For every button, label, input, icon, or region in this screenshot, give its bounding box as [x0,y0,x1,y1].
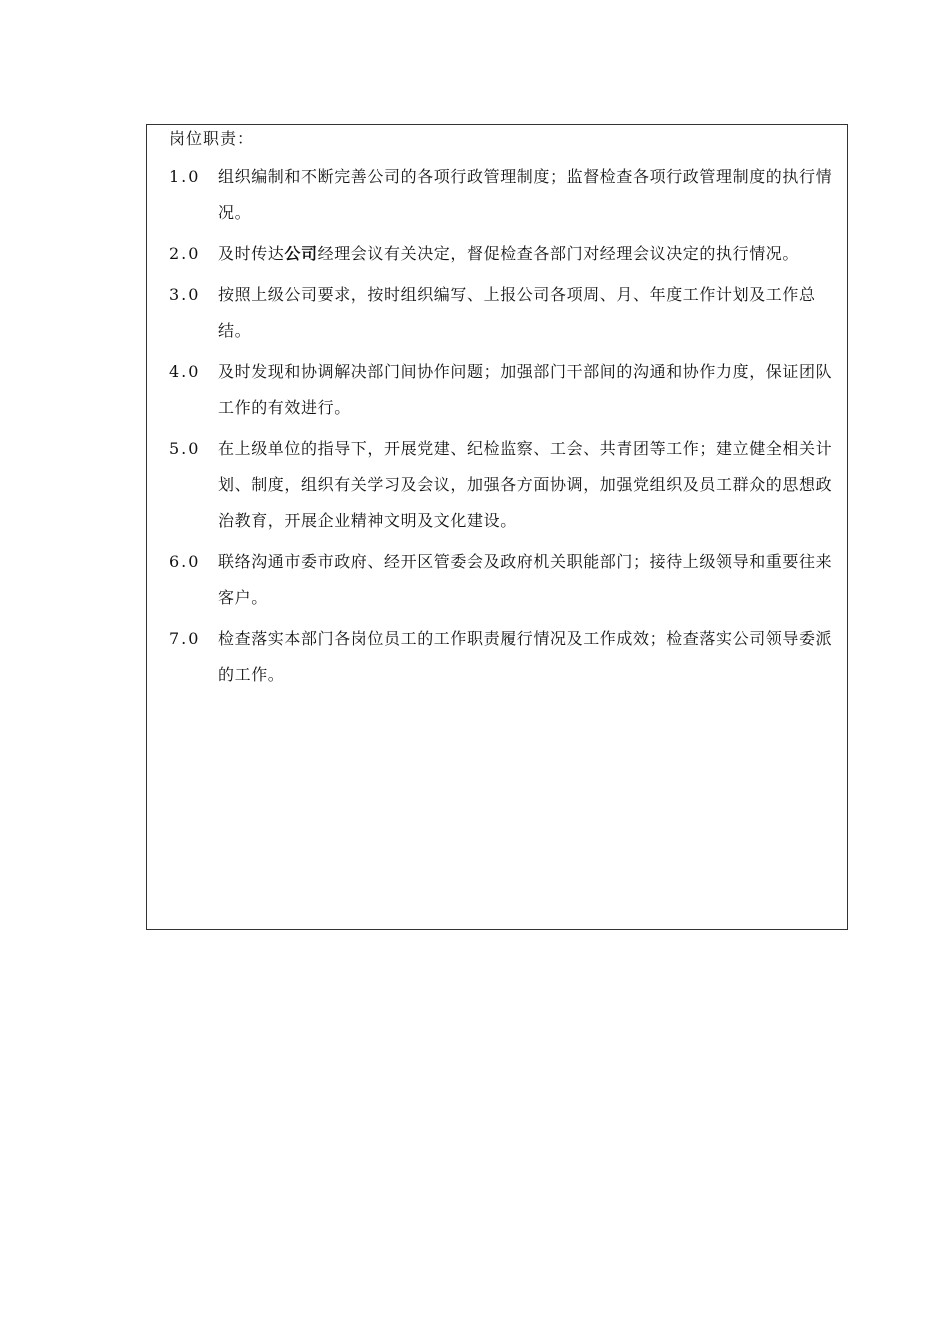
duty-text: 及时发现和协调解决部门间协作问题；加强部门干部间的沟通和协作力度，保证团队工作的有效进行。 [218,362,833,417]
duty-text-bold: 公司 [284,244,318,263]
duty-text: 检查落实本部门各岗位员工的工作职责履行情况及工作成效；检查落实公司领导委派的工作。 [218,629,833,684]
duty-number: 4.0 [169,362,201,381]
duty-text: 组织编制和不断完善公司的各项行政管理制度；监督检查各项行政管理制度的执行情况。 [218,167,833,222]
duty-item-1 [147,159,847,231]
duty-text-after: 经理会议有关决定，督促检查各部门对经理会议决定的执行情况。 [317,244,800,263]
duty-text-before: 及时传达 [218,244,285,263]
duty-item-5 [147,431,847,539]
duty-list [147,159,847,698]
duty-number: 7.0 [169,629,201,648]
duty-item-2 [147,236,847,272]
duty-text: 按照上级公司要求，按时组织编写、上报公司各项周、月、年度工作计划及工作总结。 [218,285,816,340]
duty-item-3 [147,277,847,349]
duty-item-6 [147,544,847,616]
duty-item-7 [147,621,847,693]
job-duties-box [146,124,848,930]
duty-number: 2.0 [169,244,201,263]
duty-text [218,244,799,263]
duty-number: 3.0 [169,285,201,304]
duty-text: 在上级单位的指导下，开展党建、纪检监察、工会、共青团等工作；建立健全相关计划、制度，组织有关学习及会议，加强各方面协调，加强党组织及员工群众的思想政治教育，开展企业精神文明及文化建设。 [218,439,833,530]
duty-number: 1.0 [169,167,201,186]
duty-text: 联络沟通市委市政府、经开区管委会及政府机关职能部门；接待上级领导和重要往来客户。 [218,552,833,607]
duty-number: 6.0 [169,552,201,571]
duty-item-4 [147,354,847,426]
duty-number: 5.0 [169,439,201,458]
section-title: 岗位职责： [169,129,255,148]
